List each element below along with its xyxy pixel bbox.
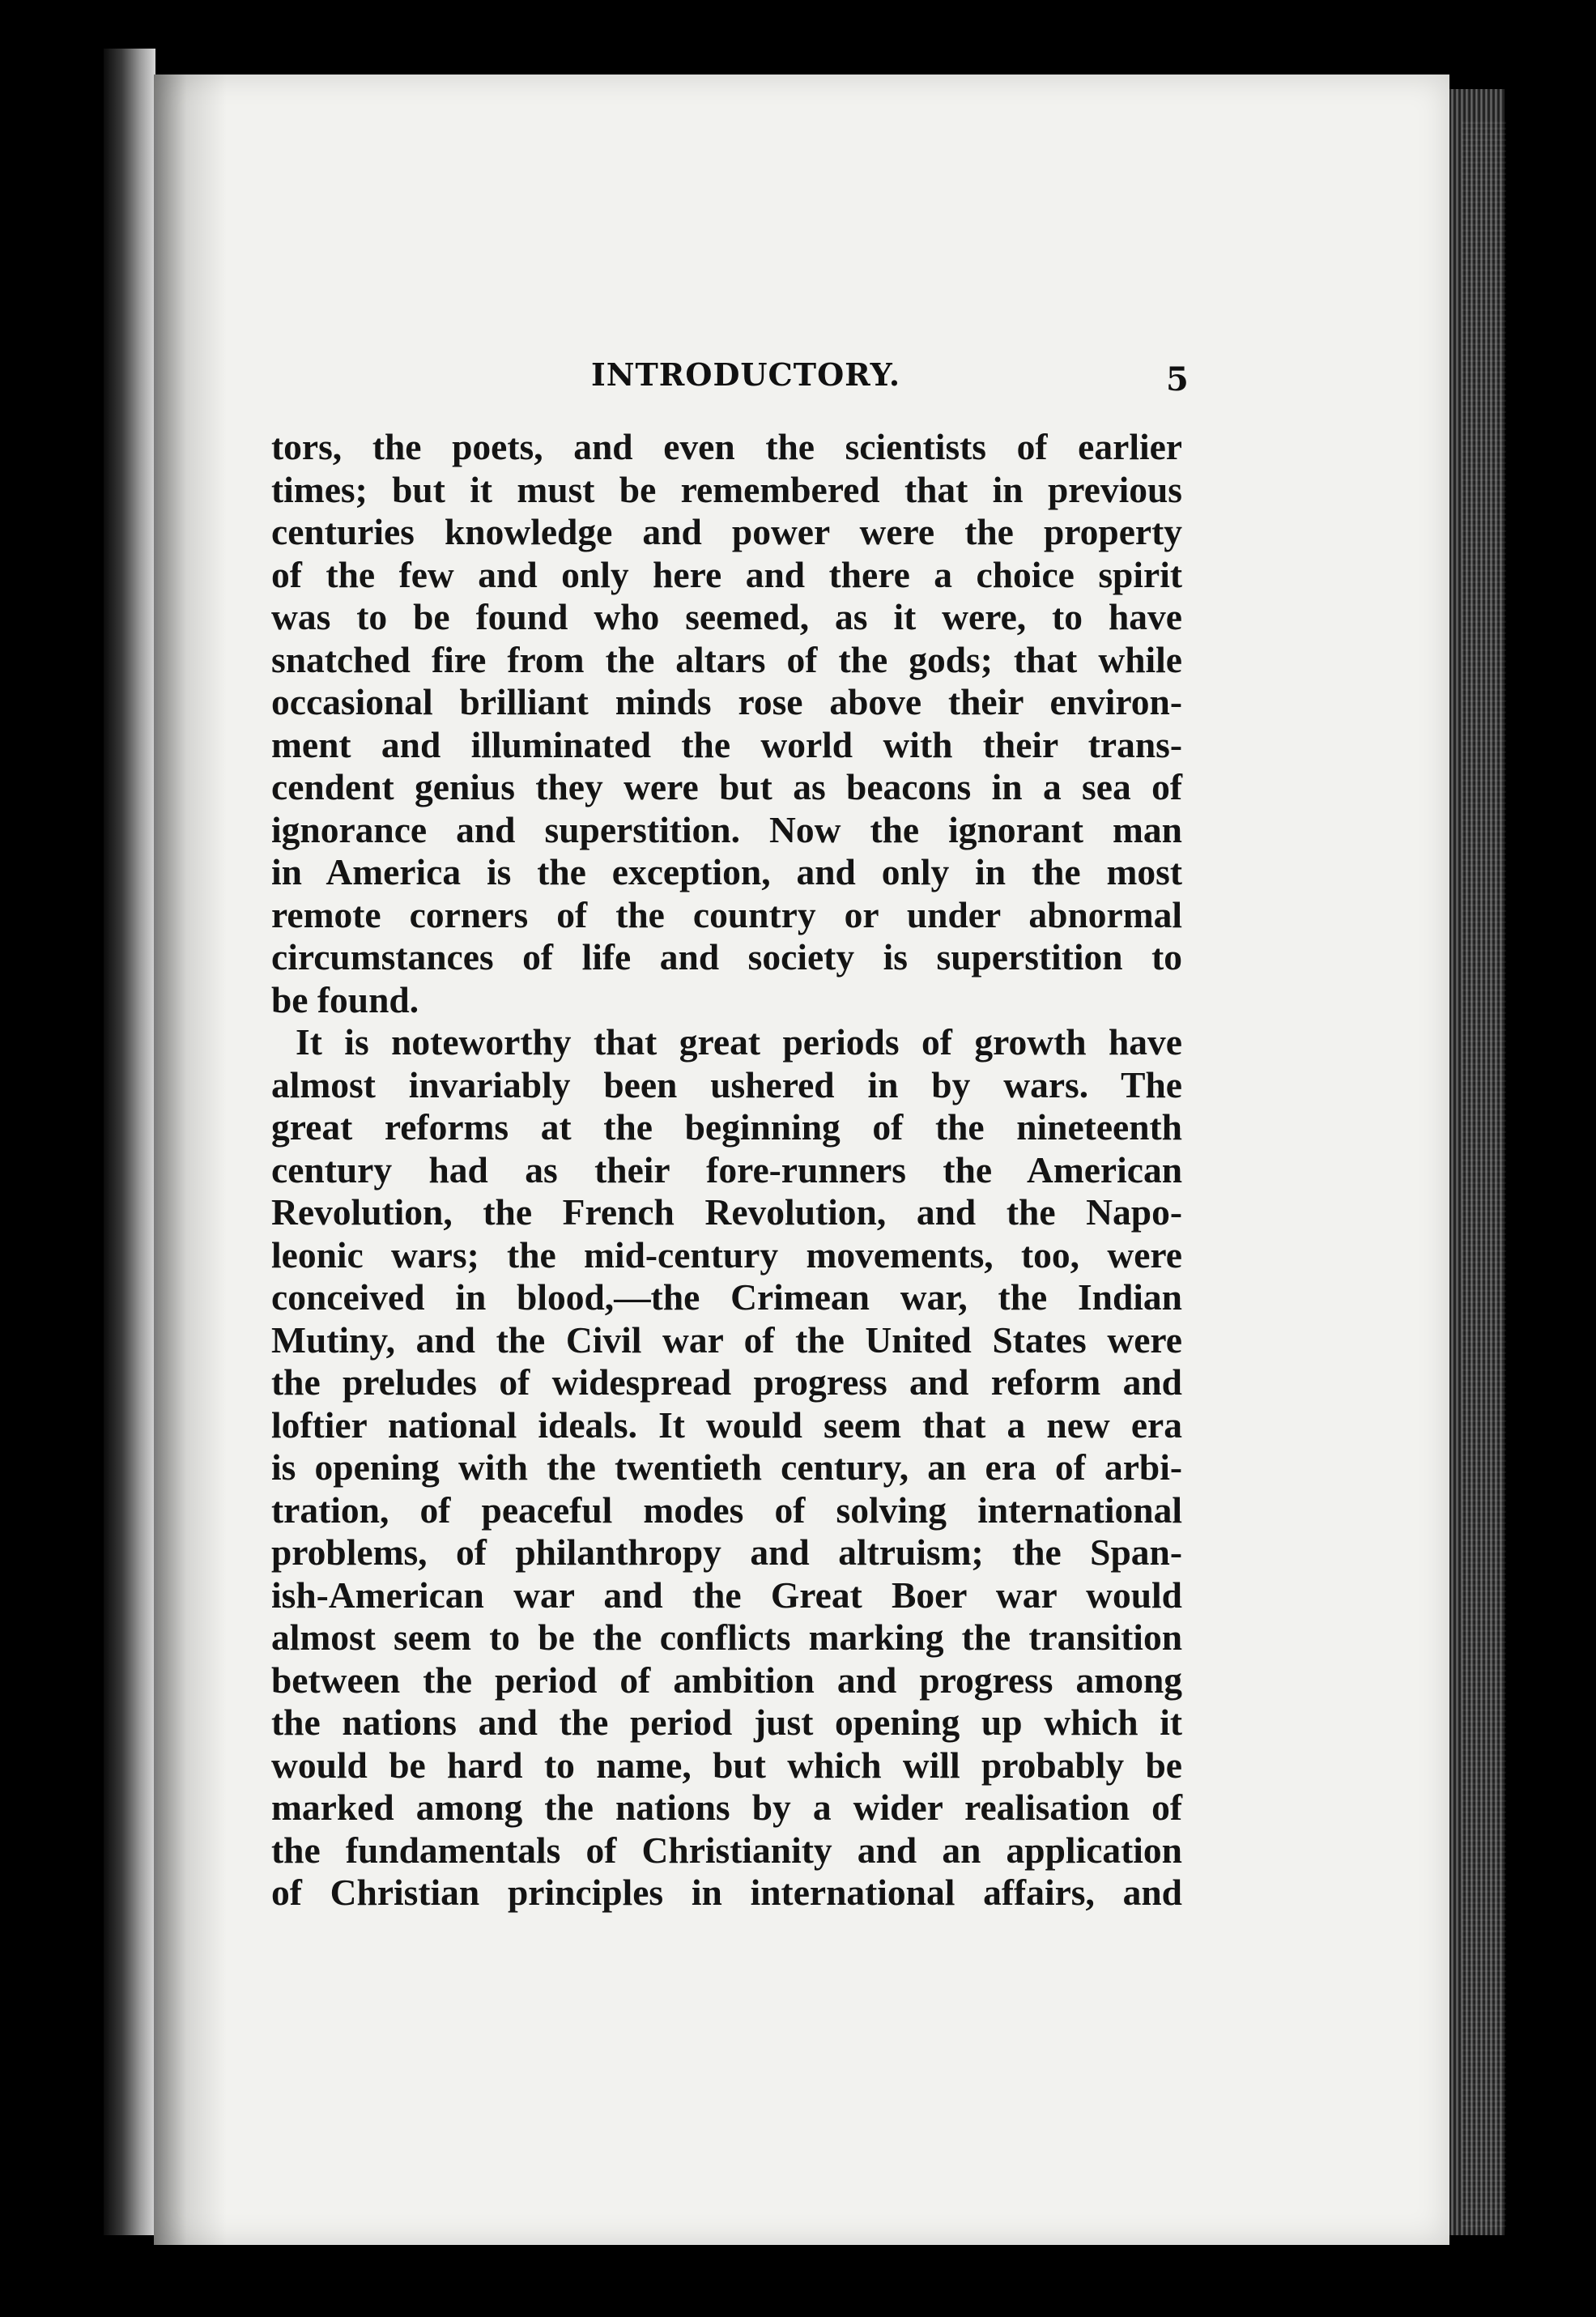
text-line: problems, of philanthropy and altruism; the Span-	[271, 1531, 1182, 1573]
text-line: occasional brilliant minds rose above their environ-	[271, 681, 1182, 722]
text-line: be found.	[271, 978, 419, 1020]
text-line: great reforms at the beginning of the nineteenth	[271, 1106, 1182, 1148]
running-head: INTRODUCTORY.	[591, 356, 901, 393]
text-line: loftier national ideals. It would seem that a new era	[271, 1403, 1182, 1446]
text-line: was to be found who seemed, as it were, to have	[271, 596, 1182, 637]
text-line: times; but it must be remembered that in previous	[271, 468, 1182, 510]
text-line: Revolution, the French Revolution, and the Napo-	[271, 1191, 1182, 1233]
text-line: tors, the poets, and even the scientists of earlier	[271, 426, 1182, 467]
page-gutter-shadow	[154, 75, 227, 2245]
text-line: the nations and the period just opening up which it	[271, 1702, 1182, 1743]
left-page-edge	[104, 49, 155, 2235]
body-text	[271, 426, 1182, 1915]
text-line: It is noteworthy that great periods of growth have	[296, 1021, 1182, 1063]
text-line: ish-American war and the Great Boer war would	[271, 1574, 1182, 1616]
text-line: in America is the exception, and only in the most	[271, 851, 1182, 892]
text-line: circumstances of life and society is superstition to	[271, 936, 1182, 977]
text-line: the fundamentals of Christianity and an application	[271, 1829, 1182, 1871]
text-line: between the period of ambition and progress among	[271, 1659, 1182, 1701]
text-line: century had as their fore-runners the American	[271, 1148, 1182, 1190]
page-number: 5	[1166, 360, 1189, 398]
text-line: snatched fire from the altars of the gods; that while	[271, 638, 1182, 680]
text-line: almost seem to be the conflicts marking the transition	[271, 1616, 1182, 1658]
text-line: conceived in blood,—the Crimean war, the Indian	[271, 1276, 1182, 1318]
text-line: cendent genius they were but as beacons in a sea of	[271, 766, 1182, 807]
text-line: is opening with the twentieth century, an era of arbi-	[271, 1446, 1182, 1488]
text-line: remote corners of the country or under abnormal	[271, 893, 1182, 935]
book-fore-edge-texture	[1462, 121, 1506, 2227]
text-line: centuries knowledge and power were the property	[271, 511, 1182, 552]
text-line: ment and illuminated the world with their trans-	[271, 723, 1182, 765]
text-line: of the few and only here and there a choice spirit	[271, 553, 1182, 595]
text-line: ignorance and superstition. Now the ignorant man	[271, 808, 1182, 850]
text-line: almost invariably been ushered in by wars. The	[271, 1063, 1182, 1105]
text-line: leonic wars; the mid-century movements, too, were	[271, 1233, 1182, 1276]
text-line: marked among the nations by a wider realisation of	[271, 1787, 1182, 1828]
text-line: Mutiny, and the Civil war of the United States were	[271, 1318, 1182, 1361]
text-line: tration, of peaceful modes of solving international	[271, 1489, 1182, 1531]
text-line: of Christian principles in international affairs, and	[271, 1872, 1182, 1913]
text-line: the preludes of widespread progress and reform and	[271, 1361, 1182, 1403]
text-line: would be hard to name, but which will probably be	[271, 1744, 1182, 1786]
